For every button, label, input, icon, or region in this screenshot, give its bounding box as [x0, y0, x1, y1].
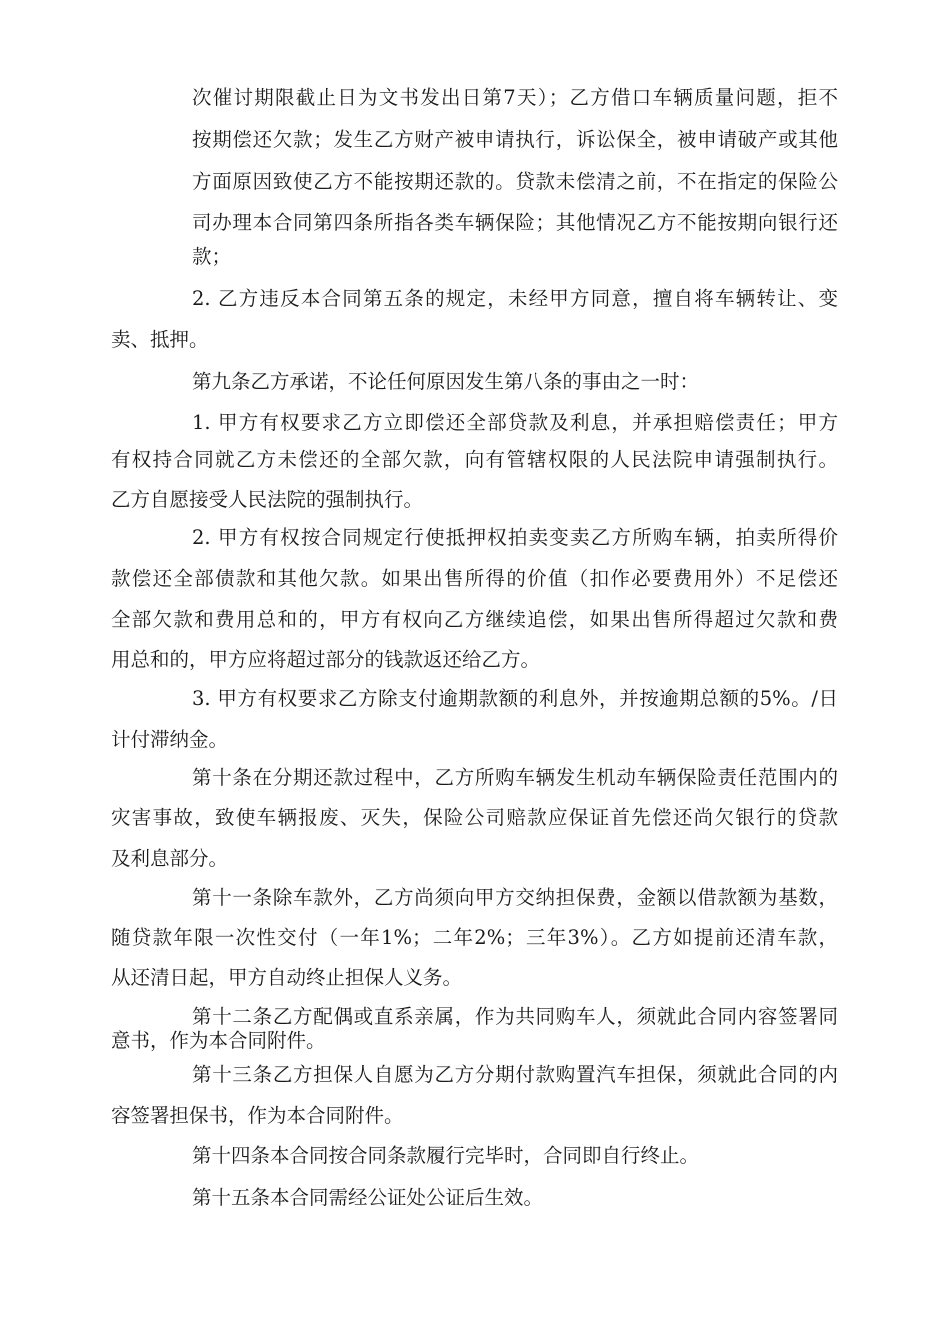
text-line: 用总和的，甲方应将超过部分的钱款返还给乙方。	[111, 648, 541, 671]
text-line: 及利息部分。	[111, 847, 229, 870]
text-line: 款偿还全部债款和其他欠款。如果出售所得的价值（扣作必要费用外）不足偿还	[111, 567, 838, 590]
text-line: 全部欠款和费用总和的，甲方有权向乙方继续追偿，如果出售所得超过欠款和费	[111, 608, 838, 631]
text-line: 计付滞纳金。	[111, 728, 229, 751]
text-line: 款；	[192, 245, 232, 268]
text-line: 容签署担保书，作为本合同附件。	[111, 1104, 404, 1127]
text-line: 第九条乙方承诺，不论任何原因发生第八条的事由之一时：	[192, 370, 700, 393]
text-line: 第十二条乙方配偶或直系亲属，作为共同购车人，须就此合同内容签署同	[192, 1005, 838, 1028]
text-line: 按期偿还欠款；发生乙方财产被申请执行，诉讼保全，被申请破产或其他	[192, 128, 838, 151]
text-line: 1. 甲方有权要求乙方立即偿还全部贷款及利息，并承担赔偿责任；甲方	[192, 411, 838, 434]
text-line: 第十一条除车款外，乙方尚须向甲方交纳担保费，金额以借款额为基数，	[192, 886, 838, 909]
text-line: 乙方自愿接受人民法院的强制执行。	[111, 488, 424, 511]
text-line: 3. 甲方有权要求乙方除支付逾期款额的利息外，并按逾期总额的5%。/日	[192, 687, 838, 710]
text-line: 灾害事故，致使车辆报废、灭失，保险公司赔款应保证首先偿还尚欠银行的贷款	[111, 806, 838, 829]
text-line: 2. 甲方有权按合同规定行使抵押权拍卖变卖乙方所购车辆，拍卖所得价	[192, 526, 838, 549]
text-line: 第十条在分期还款过程中，乙方所购车辆发生机动车辆保险责任范围内的	[192, 766, 838, 789]
text-line: 意书，作为本合同附件。	[111, 1029, 326, 1052]
text-line: 从还清日起，甲方自动终止担保人义务。	[111, 966, 463, 989]
text-line: 次催讨期限截止日为文书发出日第7天）；乙方借口车辆质量问题，拒不	[192, 86, 838, 109]
text-line: 2. 乙方违反本合同第五条的规定，未经甲方同意，擅自将车辆转让、变	[192, 287, 838, 310]
text-line: 第十四条本合同按合同条款履行完毕时，合同即自行终止。	[192, 1144, 700, 1167]
text-line: 随贷款年限一次性交付（一年1%；二年2%；三年3%）。乙方如提前还清车款，	[111, 926, 838, 949]
text-line: 方面原因致使乙方不能按期还款的。贷款未偿清之前，不在指定的保险公	[192, 170, 838, 193]
text-line: 司办理本合同第四条所指各类车辆保险；其他情况乙方不能按期向银行还	[192, 211, 838, 234]
text-line: 第十三条乙方担保人自愿为乙方分期付款购置汽车担保，须就此合同的内	[192, 1063, 838, 1086]
text-line: 有权持合同就乙方未偿还的全部欠款，向有管辖权限的人民法院申请强制执行。	[111, 448, 838, 471]
text-line: 第十五条本合同需经公证处公证后生效。	[192, 1186, 544, 1209]
text-line: 卖、抵押。	[111, 328, 209, 351]
